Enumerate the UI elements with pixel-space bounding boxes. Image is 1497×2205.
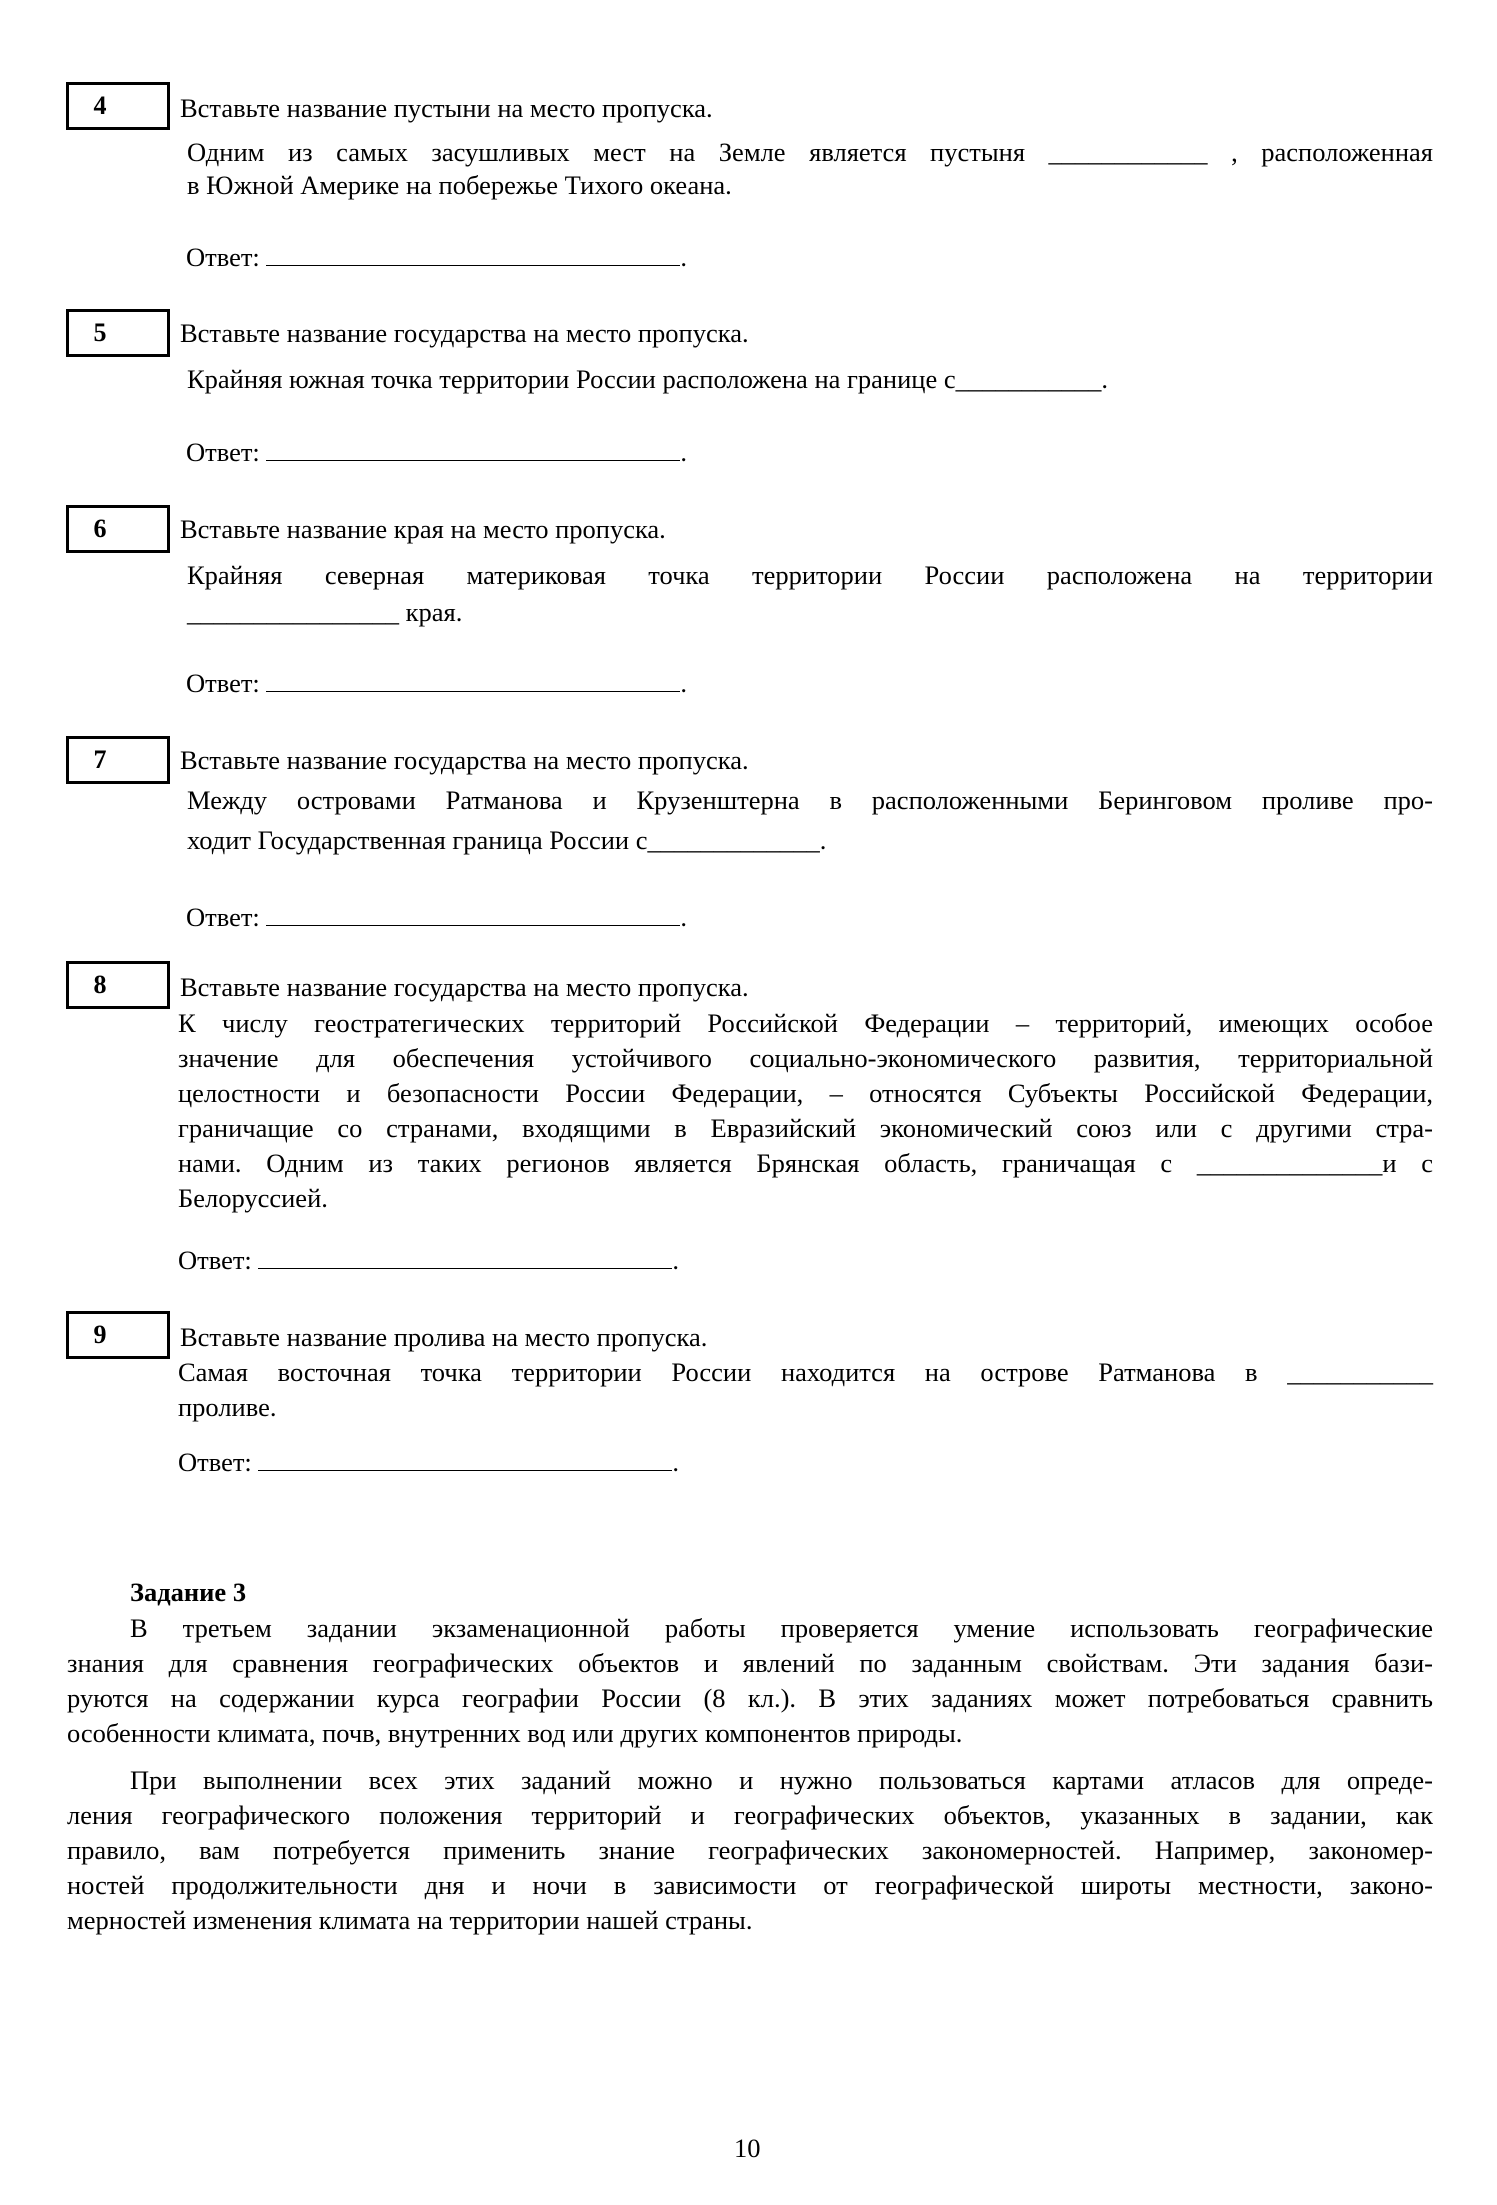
paragraph-line: особенности климата, почв, внутренних вод или других компонентов природы. bbox=[67, 1718, 963, 1748]
section-title: Задание 3 bbox=[130, 1577, 247, 1607]
answer-period: . bbox=[672, 1447, 680, 1477]
answer-field[interactable] bbox=[258, 1244, 672, 1269]
paragraph-line: При выполнении всех этих заданий можно и нужно пользоваться картами атласов для опреде- bbox=[130, 1765, 1433, 1795]
task-instruction: Вставьте название пролива на место пропуска. bbox=[180, 1322, 708, 1352]
task-number-box bbox=[66, 505, 170, 553]
task-body-line: граничащие со странами, входящими в Евразийский экономический союз или с другими стра- bbox=[178, 1113, 1433, 1143]
task-body-line: Одним из самых засушливых мест на Земле является пустыня ____________ , расположенная bbox=[187, 137, 1433, 167]
page-number: 10 bbox=[734, 2133, 761, 2163]
task-body-line: К числу геостратегических территорий Российской Федерации – территорий, имеющих особое bbox=[178, 1008, 1433, 1038]
answer-label: Ответ: bbox=[178, 1447, 252, 1477]
section-paragraph bbox=[67, 1611, 1433, 1751]
paragraph-line: знания для сравнения географических объектов и явлений по заданным свойствам. Эти задания бази- bbox=[67, 1648, 1433, 1678]
task-body-line: в Южной Америке на побережье Тихого океана. bbox=[187, 170, 732, 200]
section-paragraph bbox=[67, 1763, 1433, 1938]
task-instruction: Вставьте название государства на место пропуска. bbox=[180, 972, 749, 1002]
answer-field[interactable] bbox=[266, 436, 680, 461]
answer-row bbox=[178, 1445, 679, 1480]
task-number: 8 bbox=[93, 970, 107, 999]
task-number: 5 bbox=[93, 318, 107, 347]
task-instruction: Вставьте название государства на место пропуска. bbox=[180, 318, 749, 348]
paragraph-line: ностей продолжительности дня и ночи в зависимости от географической широты местности, законо- bbox=[67, 1870, 1433, 1900]
answer-row bbox=[186, 435, 687, 470]
task-instruction: Вставьте название пустыни на место пропуска. bbox=[180, 93, 713, 123]
answer-row bbox=[186, 240, 687, 275]
answer-row bbox=[178, 1243, 679, 1278]
answer-label: Ответ: bbox=[186, 902, 260, 932]
task-body-line: значение для обеспечения устойчивого социально-экономического развития, территориальной bbox=[178, 1043, 1433, 1073]
task-body-line: Крайняя южная точка территории России расположена на границе с___________. bbox=[187, 364, 1108, 394]
task-body-line: Между островами Ратманова и Крузенштерна в расположенными Беринговом проливе про- bbox=[187, 785, 1433, 815]
task-instruction: Вставьте название края на место пропуска. bbox=[180, 514, 666, 544]
answer-period: . bbox=[680, 242, 688, 272]
task-number-box bbox=[66, 961, 170, 1009]
task-body-line: целостности и безопасности России Федерации, – относятся Субъекты Российской Федерации, bbox=[178, 1078, 1433, 1108]
answer-field[interactable] bbox=[258, 1446, 672, 1471]
answer-field[interactable] bbox=[266, 901, 680, 926]
answer-period: . bbox=[680, 668, 688, 698]
task-body-line: Белоруссией. bbox=[178, 1183, 328, 1213]
answer-row bbox=[186, 900, 687, 935]
task-number: 9 bbox=[93, 1320, 107, 1349]
task-number: 6 bbox=[93, 514, 107, 543]
task-body-line: нами. Одним из таких регионов является Брянская область, граничащая с ______________и с bbox=[178, 1148, 1433, 1178]
task-number-box bbox=[66, 1311, 170, 1359]
answer-label: Ответ: bbox=[186, 668, 260, 698]
task-body-line: проливе. bbox=[178, 1392, 277, 1422]
task-number-box bbox=[66, 82, 170, 130]
task-number-box bbox=[66, 309, 170, 357]
task-body-line: ходит Государственная граница России с_____________. bbox=[187, 825, 827, 855]
answer-field[interactable] bbox=[266, 241, 680, 266]
paragraph-line: правило, вам потребуется применить знание географических закономерностей. Например, закономер- bbox=[67, 1835, 1433, 1865]
answer-field[interactable] bbox=[266, 667, 680, 692]
answer-period: . bbox=[672, 1245, 680, 1275]
paragraph-line: мерностей изменения климата на территории нашей страны. bbox=[67, 1905, 753, 1935]
answer-label: Ответ: bbox=[186, 242, 260, 272]
task-number: 4 bbox=[93, 91, 107, 120]
answer-period: . bbox=[680, 437, 688, 467]
task-body-line: ________________ края. bbox=[187, 597, 463, 627]
task-instruction: Вставьте название государства на место пропуска. bbox=[180, 745, 749, 775]
task-body-line: Крайняя северная материковая точка территории России расположена на территории bbox=[187, 560, 1433, 590]
task-number-box bbox=[66, 736, 170, 784]
task-number: 7 bbox=[93, 745, 107, 774]
answer-label: Ответ: bbox=[178, 1245, 252, 1275]
paragraph-line: ления географического положения территорий и географических объектов, указанных в задании, как bbox=[67, 1800, 1433, 1830]
answer-period: . bbox=[680, 902, 688, 932]
paragraph-line: руются на содержании курса географии России (8 кл.). В этих заданиях может потребоваться сравнить bbox=[67, 1683, 1433, 1713]
paragraph-line: В третьем задании экзаменационной работы проверяется умение использовать географические bbox=[130, 1613, 1433, 1643]
answer-row bbox=[186, 666, 687, 701]
answer-label: Ответ: bbox=[186, 437, 260, 467]
task-body-line: Самая восточная точка территории России находится на острове Ратманова в ___________ bbox=[178, 1357, 1433, 1387]
